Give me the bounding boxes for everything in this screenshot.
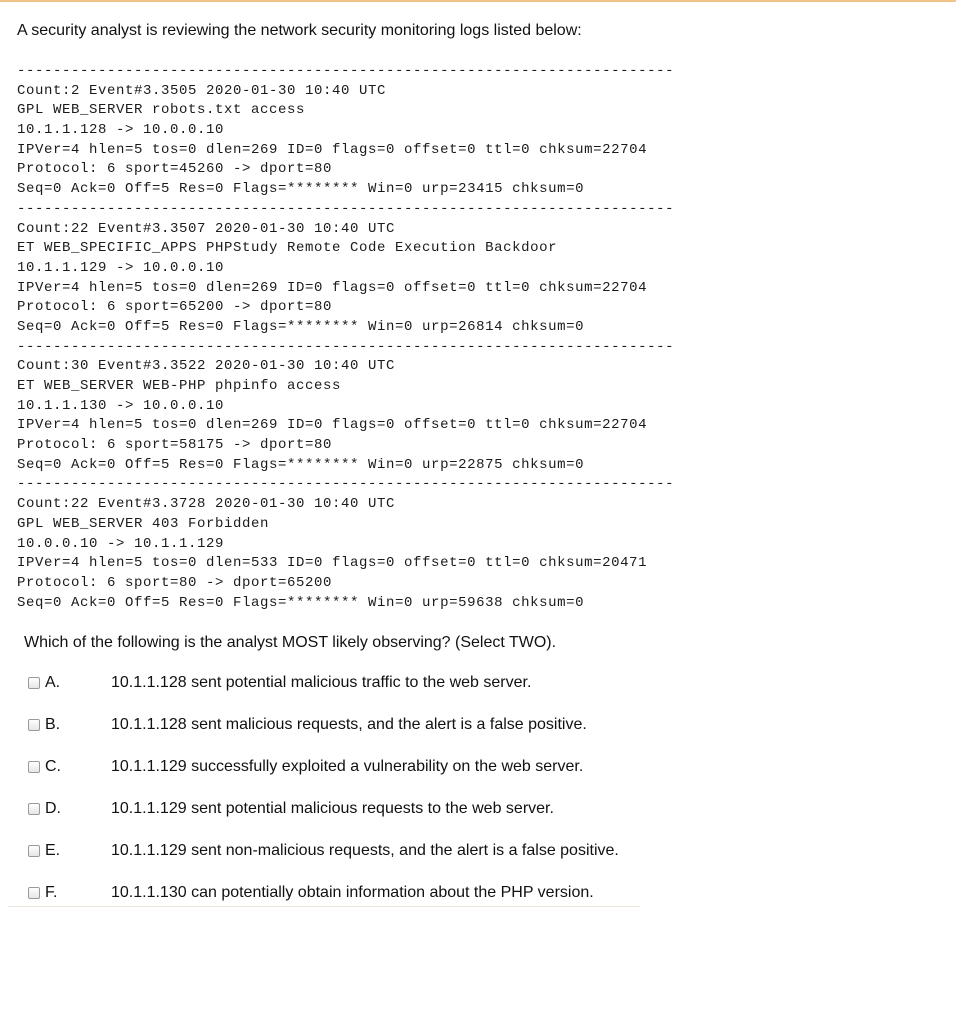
log-line: Protocol: 6 sport=45260 -> dport=80: [17, 161, 333, 178]
log-line: ET WEB_SERVER WEB-PHP phpinfo access: [17, 378, 342, 394]
log-divider: -------------------------------------------------------------------------: [17, 200, 675, 217]
log-line: IPVer=4 hlen=5 tos=0 dlen=269 ID=0 flags=0 offset=0 ttl=0 chksum=22704: [17, 279, 648, 296]
log-divider: -------------------------------------------------------------------------: [17, 476, 675, 493]
log-line: ET WEB_SPECIFIC_APPS PHPStudy Remote Code Execution Backdoor: [17, 240, 558, 257]
answer-checkbox[interactable]: [28, 845, 40, 857]
answer-checkbox[interactable]: [28, 803, 40, 815]
answer-text: 10.1.1.129 successfully exploited a vulnerability on the web server.: [111, 758, 584, 775]
bottom-divider: [8, 906, 640, 907]
log-divider: -------------------------------------------------------------------------: [17, 63, 675, 79]
log-line: 10.1.1.128 -> 10.0.0.10: [17, 122, 225, 139]
answer-option[interactable]: [0, 715, 640, 757]
answer-option[interactable]: [0, 799, 640, 841]
log-line: GPL WEB_SERVER 403 Forbidden: [17, 515, 270, 532]
answer-letter: D.: [45, 800, 61, 817]
answer-options: [0, 673, 640, 925]
answer-letter: A.: [45, 674, 61, 691]
answer-text: 10.1.1.129 sent non-malicious requests, and the alert is a false positive.: [111, 842, 619, 859]
log-line: 10.0.0.10 -> 10.1.1.129: [17, 535, 225, 552]
answer-text: 10.1.1.130 can potentially obtain information about the PHP version.: [111, 884, 594, 901]
log-line: IPVer=4 hlen=5 tos=0 dlen=533 ID=0 flags=0 offset=0 ttl=0 chksum=20471: [17, 555, 648, 572]
log-line: Count:22 Event#3.3728 2020-01-30 10:40 UTC: [17, 496, 396, 513]
log-line: Count:30 Event#3.3522 2020-01-30 10:40 UTC: [17, 358, 396, 375]
answer-option[interactable]: [0, 841, 640, 883]
answer-letter: E.: [45, 842, 61, 859]
log-line: Seq=0 Ack=0 Off=5 Res=0 Flags=******** Win=0 urp=23415 chksum=0: [17, 181, 585, 198]
log-line: 10.1.1.130 -> 10.0.0.10: [17, 397, 225, 414]
question-text: Which of the following is the analyst MOST likely observing? (Select TWO).: [24, 634, 557, 651]
top-divider: [0, 0, 956, 2]
log-line: Seq=0 Ack=0 Off=5 Res=0 Flags=******** Win=0 urp=59638 chksum=0: [17, 594, 585, 611]
log-divider: -------------------------------------------------------------------------: [17, 338, 675, 355]
answer-letter: F.: [45, 884, 58, 901]
log-line: Protocol: 6 sport=80 -> dport=65200: [17, 574, 333, 591]
answer-text: 10.1.1.129 sent potential malicious requests to the web server.: [111, 800, 554, 817]
answer-option[interactable]: [0, 883, 640, 925]
answer-text: 10.1.1.128 sent potential malicious traffic to the web server.: [111, 674, 532, 691]
answer-option[interactable]: [0, 757, 640, 799]
log-line: IPVer=4 hlen=5 tos=0 dlen=269 ID=0 flags=0 offset=0 ttl=0 chksum=22704: [17, 141, 648, 158]
log-line: Seq=0 Ack=0 Off=5 Res=0 Flags=******** Win=0 urp=26814 chksum=0: [17, 318, 585, 335]
answer-option[interactable]: [0, 673, 640, 715]
log-line: Count:22 Event#3.3507 2020-01-30 10:40 UTC: [17, 220, 396, 237]
answer-checkbox[interactable]: [28, 887, 40, 899]
question-intro: A security analyst is reviewing the network security monitoring logs listed below:: [17, 22, 582, 39]
answer-checkbox[interactable]: [28, 761, 40, 773]
log-line: Protocol: 6 sport=58175 -> dport=80: [17, 437, 333, 454]
security-log-block: [17, 62, 717, 613]
log-line: 10.1.1.129 -> 10.0.0.10: [17, 259, 225, 276]
log-line: IPVer=4 hlen=5 tos=0 dlen=269 ID=0 flags=0 offset=0 ttl=0 chksum=22704: [17, 417, 648, 434]
log-line: Seq=0 Ack=0 Off=5 Res=0 Flags=******** Win=0 urp=22875 chksum=0: [17, 456, 585, 473]
log-line: GPL WEB_SERVER robots.txt access: [17, 102, 306, 119]
answer-letter: C.: [45, 758, 61, 775]
answer-letter: B.: [45, 716, 61, 733]
log-line: Protocol: 6 sport=65200 -> dport=80: [17, 299, 333, 316]
answer-checkbox[interactable]: [28, 677, 40, 689]
answer-checkbox[interactable]: [28, 719, 40, 731]
answer-text: 10.1.1.128 sent malicious requests, and the alert is a false positive.: [111, 716, 587, 733]
log-line: Count:2 Event#3.3505 2020-01-30 10:40 UTC: [17, 82, 387, 99]
